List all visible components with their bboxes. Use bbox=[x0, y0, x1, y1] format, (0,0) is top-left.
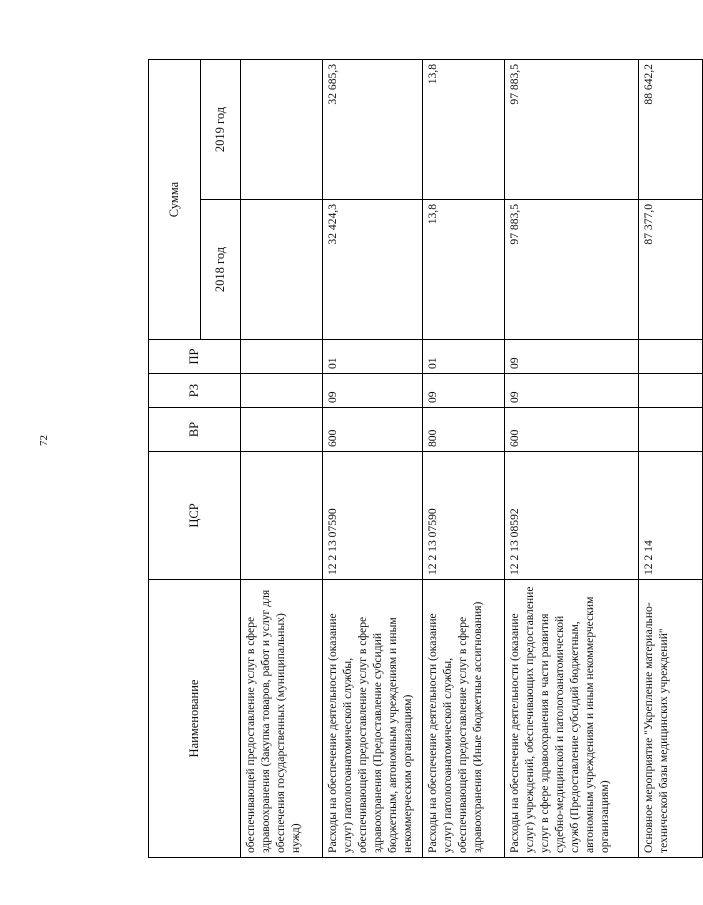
row-vr: 800 bbox=[423, 408, 505, 452]
header-2018: 2018 год bbox=[201, 200, 241, 340]
row-2018 bbox=[241, 200, 323, 340]
row-name: Расходы на обеспечение деятельности (оказание услуг) патологоанатомической службы, обеспечивающей предоставление услуг в сфере здравоохранения (Иные бюджетные ассигнования) bbox=[423, 580, 505, 858]
row-2019: 32 685,3 bbox=[323, 60, 423, 200]
budget-table bbox=[148, 59, 703, 858]
row-2019: 13,8 bbox=[423, 60, 505, 200]
row-rz: 09 bbox=[323, 374, 423, 408]
row-pr bbox=[241, 340, 323, 374]
row-rz: 09 bbox=[423, 374, 505, 408]
row-2019: 88 642,2 bbox=[639, 60, 703, 200]
header-sum: Сумма bbox=[149, 60, 201, 340]
row-name: обеспечивающей предоставление услуг в сфере здравоохранения (Закупка товаров, работ и услуг для обеспечения государственных (муниципальных) нужд) bbox=[241, 580, 323, 858]
header-row-1 bbox=[149, 60, 201, 858]
row-csr bbox=[241, 452, 323, 580]
header-pr: ПР bbox=[149, 340, 241, 374]
row-vr bbox=[639, 408, 703, 452]
table-row bbox=[241, 60, 323, 858]
row-2018: 87 377,0 bbox=[639, 200, 703, 340]
row-rz bbox=[639, 374, 703, 408]
row-pr bbox=[639, 340, 703, 374]
row-2018: 97 883,5 bbox=[505, 200, 639, 340]
header-2019: 2019 год bbox=[201, 60, 241, 200]
row-rz bbox=[241, 374, 323, 408]
row-2019 bbox=[241, 60, 323, 200]
page-number: 72 bbox=[38, 435, 50, 446]
header-vr: ВР bbox=[149, 408, 241, 452]
row-name: Основное мероприятие "Укрепление материально-технической базы медицинских учреждений" bbox=[639, 580, 703, 858]
table-row bbox=[505, 60, 639, 858]
row-vr bbox=[241, 408, 323, 452]
row-pr: 01 bbox=[423, 340, 505, 374]
row-vr: 600 bbox=[505, 408, 639, 452]
header-csr: ЦСР bbox=[149, 452, 241, 580]
row-csr: 12 2 13 08592 bbox=[505, 452, 639, 580]
table-row bbox=[639, 60, 703, 858]
row-2018: 13,8 bbox=[423, 200, 505, 340]
row-2018: 32 424,3 bbox=[323, 200, 423, 340]
row-pr: 01 bbox=[323, 340, 423, 374]
row-rz: 09 bbox=[505, 374, 639, 408]
row-csr: 12 2 13 07590 bbox=[423, 452, 505, 580]
row-csr: 12 2 14 bbox=[639, 452, 703, 580]
header-name: Наименование bbox=[149, 580, 241, 858]
row-name: Расходы на обеспечение деятельности (оказание услуг) учреждений, обеспечивающих предоставление услуг в сфере здравоохранения в части развития судебно-медицинской и патологоанатомической служб (Предоставление субсидий бюджетным, автономным учреждениям и иным некоммерческим организациям) bbox=[505, 580, 639, 858]
table-row bbox=[423, 60, 505, 858]
row-vr: 600 bbox=[323, 408, 423, 452]
row-name: Расходы на обеспечение деятельности (оказание услуг) патологоанатомической службы, обеспечивающей предоставление услуг в сфере здравоохранения (Предоставление субсидий бюджетным, автономным учреждениям и иным некоммерческим организациям) bbox=[323, 580, 423, 858]
row-csr: 12 2 13 07590 bbox=[323, 452, 423, 580]
rotated-page bbox=[148, 60, 670, 858]
row-pr: 09 bbox=[505, 340, 639, 374]
row-2019: 97 883,5 bbox=[505, 60, 639, 200]
table-row bbox=[323, 60, 423, 858]
header-rz: РЗ bbox=[149, 374, 241, 408]
